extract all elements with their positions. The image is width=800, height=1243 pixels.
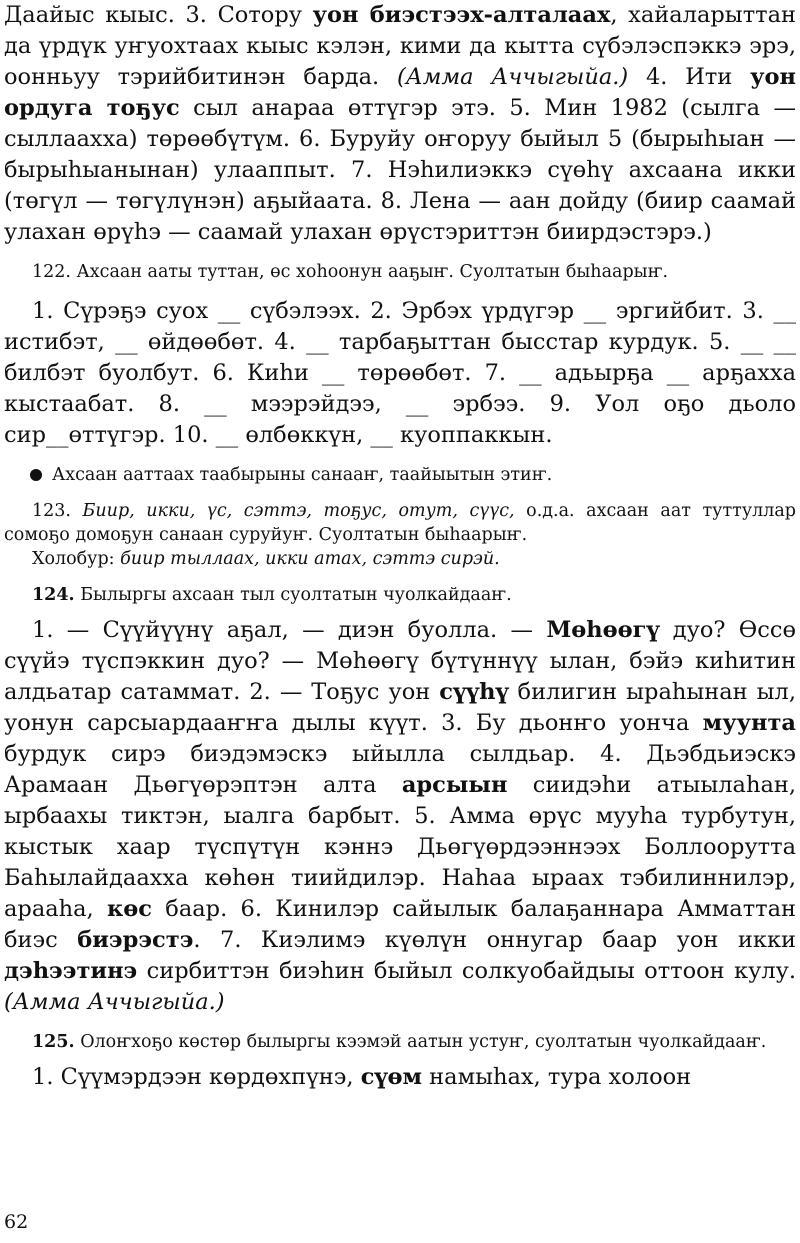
exercise-125-passage: [4, 1062, 796, 1093]
text-run: дуо? Өссө сүүйэ түспэккин дуо? — Мөһөөгү бүтүннүү ылан, бэйэ киһитин алдьатар сатаммат. 2. — Тоҕус уон: [4, 617, 797, 705]
bullet-task: [4, 463, 796, 487]
bold-term: уон ордуга тоҕус: [4, 64, 796, 121]
text-run: 1. — Сүүйүүнү аҕал, — диэн буолла. —: [32, 617, 547, 643]
bold-term: көс: [107, 896, 152, 922]
exercise-123-example: [4, 547, 796, 571]
italic-numerals: Биир, икки, үс, сэттэ, тоҕус, отут, сүүс,: [82, 501, 515, 521]
text-run: сыл анараа өттүгэр этэ. 5. Мин 1982 (сылга — сыллаахха) төрөөбүтүм. 6. Буруйу оҥоруу быйыл 5 (бырыһыан — бырыһыанынан) улааппыт. 7. Нэһилиэккэ сүөһү ахсаана икки (төгүл — төгүлүнэн) аҕыйаата. 8. Лена — аан дойду (биир саамай улахан өрүһэ — саамай улахан өрүстэриттэн биирдэстэрэ.): [4, 95, 796, 245]
exercise-number: 124.: [32, 585, 75, 605]
exercise-123-instruction: [4, 499, 796, 547]
example-text: биир тыллаах, икки атах, сэттэ сирэй.: [120, 549, 500, 569]
bold-term: арсыын: [401, 772, 508, 798]
bold-term: сүүһү: [439, 679, 509, 705]
exercise-124-passage: [4, 615, 796, 1018]
text-run: . 7. Киэлимэ күөлүн оннугар баар уон икки: [193, 927, 797, 953]
example-label: Холобур:: [32, 549, 121, 569]
bullet-task-text: Ахсаан ааттаах таабырыны санааҥ, таайыытын этиҥ.: [52, 465, 553, 485]
bold-term: муунта: [702, 710, 796, 736]
paragraph-continued-sentences: [4, 0, 796, 248]
text-run: Былыргы ахсаан тыл суолтатын чуолкайдааҥ.: [74, 585, 512, 605]
exercise-124-instruction: [4, 583, 796, 607]
exercise-122-instruction: 122. Ахсаан ааты туттан, өс хоһоонун ааҕыҥ. Суолтатын быһаарыҥ.: [32, 262, 669, 282]
text-run: сирбиттэн биэһин быйыл солкуобайдыы оттоон кулу.: [137, 958, 796, 984]
text-run: намыһах, тура холоон: [422, 1064, 692, 1090]
text-run: о.д.а. ахсаан аат туттуллар сомоҕо домоҕун санаан суруйуҥ. Суолтатын быһаарыҥ.: [4, 501, 797, 545]
bullet-icon: [30, 469, 42, 481]
exercise-number: 125.: [32, 1032, 75, 1052]
text-run: Даайыс кыыс. 3. Сотору: [4, 2, 313, 28]
italic-citation: (Амма Аччыгыйа.): [396, 64, 629, 90]
text-run: баар. 6. Кинилэр сайылык балаҕаннара Амматтан биэс: [4, 896, 796, 953]
text-run: билигин ыраһынан ыл, уонун сарсыардааҥҥа дылы күүт. 3. Бу дьонҥо уонча: [4, 679, 797, 736]
bold-term: уон биэстээх-алталаах: [312, 2, 611, 28]
bold-term: Мөһөөгү: [546, 617, 660, 643]
exercise-122-proverbs: 1. Сүрэҕэ суох __ сүбэлээх. 2. Эрбэх үрдүгэр __ эргийбит. 3. __ истибэт, __ өйдөөбөт. 4. __ тарбаҕыттан бысстар курдук. 5. __ __ билбэт буолбут. 6. Киһи __ төрөөбөт. 7. __ адьырҕа __ арҕахха кыстаабат. 8. __ мээрэйдээ, __ эрбээ. 9. Уол оҕо дьоло сир__өттүгэр. 10. __ өлбөккүн, __ куоппаккын.: [4, 298, 796, 448]
exercise-125-instruction: [4, 1030, 796, 1054]
text-run: 4. Ити: [628, 64, 751, 90]
text-run: 1. Сүүмэрдээн көрдөхпүнэ,: [32, 1064, 361, 1090]
exercise-number: 123.: [32, 501, 83, 521]
text-run: , хайаларыттан да үрдүк уҥуохтаах кыыс кэлэн, кими да кытта сүбэлэспэккэ эрэ, оонньуу тэрийбитинэн барда.: [4, 2, 796, 90]
text-run: сиидэһи атыылаһан, ырбаахы тиктэн, ыалга барбыт. 5. Амма өрүс мууһа турбутун, кыстык хаар түспүтүн кэннэ Дьөгүөрдээннээх Боллоорутта Баһылайдаахха көһөн тиийдилэр. Наһаа ыраах тэбилиннилэр, арааһа,: [4, 772, 797, 922]
bold-term: дэһээтинэ: [4, 958, 138, 984]
bold-term: биэрэстэ: [77, 927, 194, 953]
text-run: бурдук сирэ биэдэмэскэ ыйылла сылдьар. 4. Дьэбдьиэскэ Арамаан Дьөгүөрэптэн алта: [4, 741, 796, 798]
page-number: 62: [4, 1211, 29, 1233]
text-run: Олоҥхоҕо көстөр былыргы кээмэй аатын устуҥ, суолтатын чуолкайдааҥ.: [74, 1032, 767, 1052]
bold-term: сүөм: [360, 1064, 423, 1090]
italic-citation: (Амма Аччыгыйа.): [4, 989, 225, 1015]
